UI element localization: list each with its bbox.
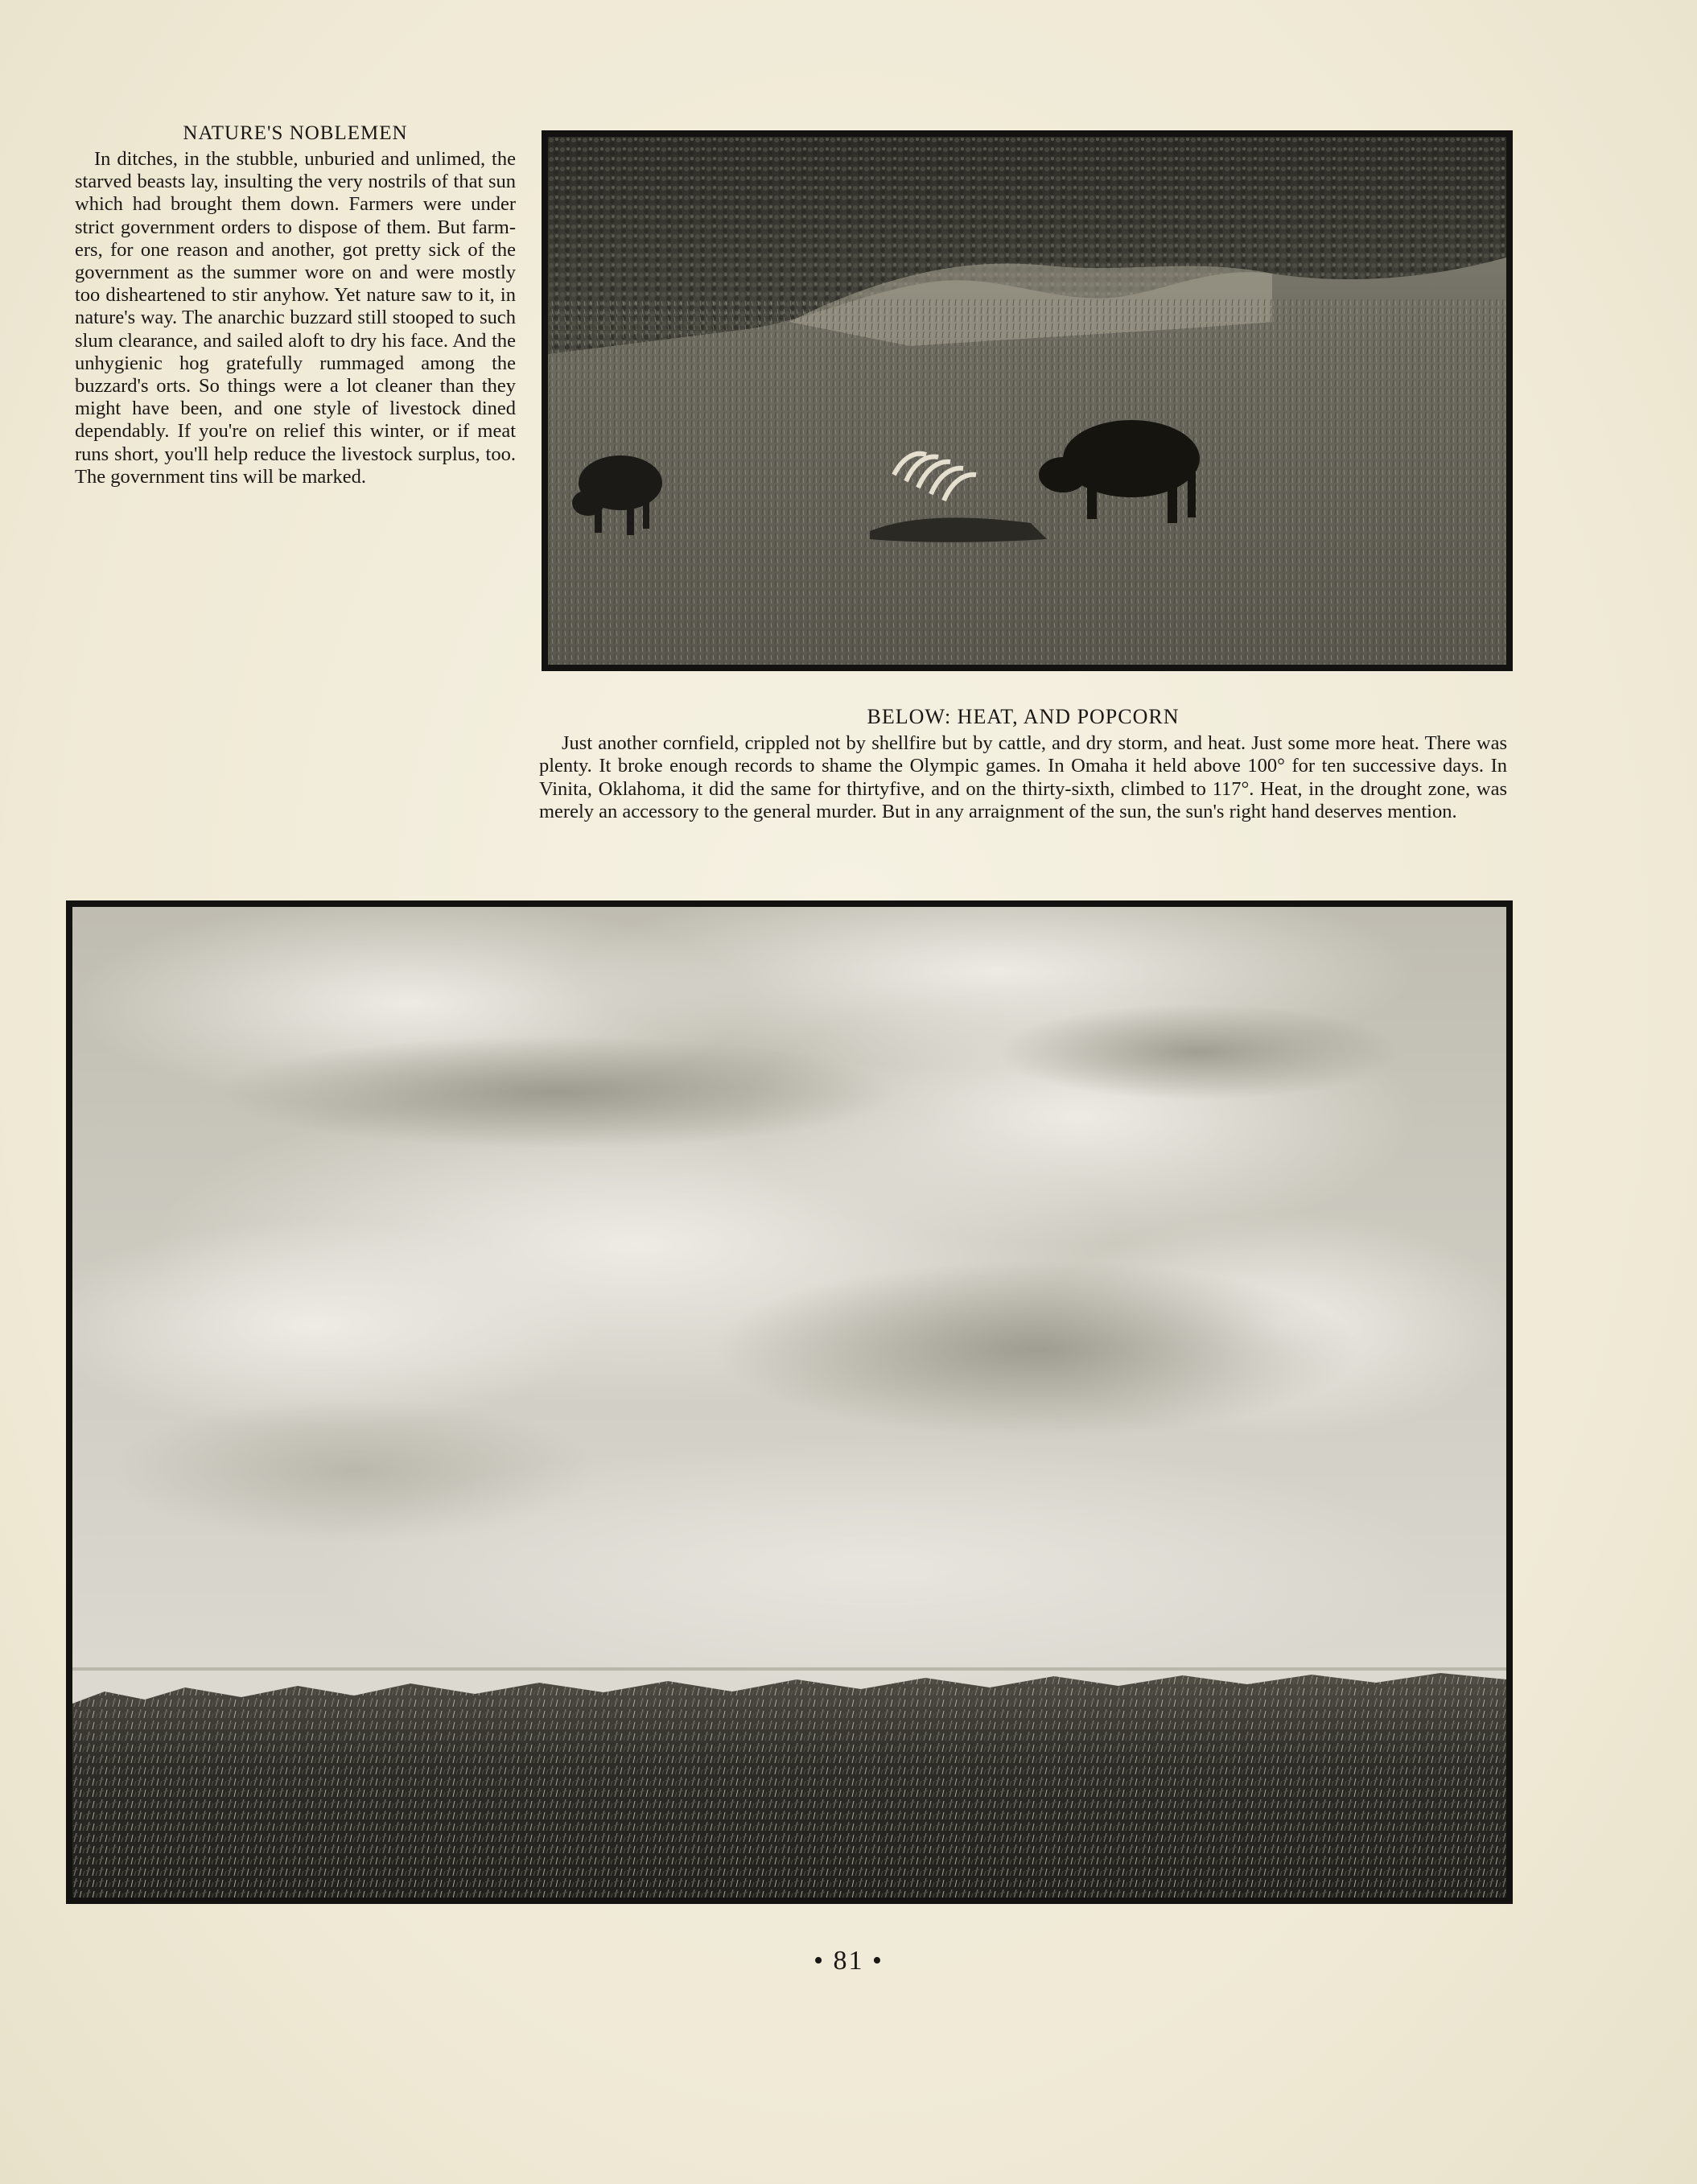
hogs-photo-image bbox=[548, 137, 1506, 665]
article-body: In ditches, in the stubble, unburied and unlimed, the starved beasts lay, insulting the very nostrils of that sun which had brought them down. Farmers were under strict government orders to dispose of them. But farmers, for one reason and another, got pretty sick of the government as the summer wore on and were mostly too disheartened to stir anyhow. Yet nature saw to it, in nature's way. The anarchic buzzard still stooped to such slum clearance, and sailed aloft to dry his face. And the unhygienic hog gratefully rummaged among the buzzard's orts. So things were a lot cleaner than they might have been, and one style of livestock dined dependably. If you're on relief this winter, or if meat runs short, you'll help reduce the livestock surplus, too. The government tins will be marked. bbox=[75, 148, 516, 488]
caption-body: Just another cornfield, crippled not by shellfire but by cattle, and dry storm, and heat. Just some more heat. There was plenty. It broke enough records to shame the Olympic games. In Omaha it held above 100° for ten successive days. In Vinita, Oklahoma, it did the same for thirtyfive, and on the thirty-sixth, climbed to 117°. Heat, in the drought zone, was merely an accessory to the general murder. But in any arraignment of the sun, the sun's right hand deserves mention. bbox=[539, 732, 1507, 823]
caption-heading: BELOW: HEAT, AND POPCORN bbox=[867, 705, 1180, 728]
article-heading: NATURE'S NOBLEMEN bbox=[183, 122, 408, 144]
caption-block bbox=[539, 705, 1507, 824]
hogs-photo bbox=[542, 130, 1513, 671]
left-column-article bbox=[75, 122, 516, 488]
cornfield-photo-image bbox=[72, 907, 1506, 1898]
page-number: • 81 • bbox=[813, 1946, 884, 1976]
cornfield-photo bbox=[66, 900, 1513, 1904]
